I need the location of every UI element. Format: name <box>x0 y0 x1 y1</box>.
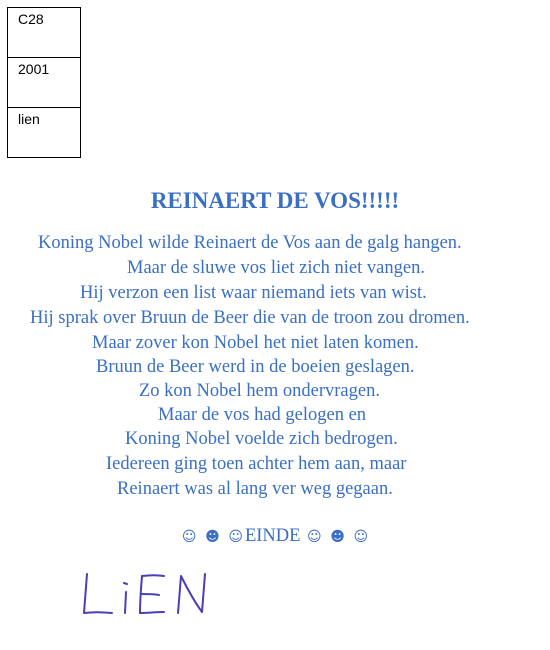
poem-line: Maar de sluwe vos liet zich niet vangen. <box>127 258 425 278</box>
ending-word: EINDE <box>244 526 301 546</box>
smiley-filled-icon: ☻ <box>205 529 220 545</box>
poem-line: Maar zover kon Nobel het niet laten komen. <box>92 333 419 353</box>
poem-line: Maar de vos had gelogen en <box>158 405 367 425</box>
smiley-filled-icon: ☻ <box>330 529 345 545</box>
metadata-row-year <box>8 58 81 108</box>
poem-title: REINAERT DE VOS!!!!! <box>150 188 400 213</box>
metadata-row-code <box>8 8 81 58</box>
poem-line: Koning Nobel voelde zich bedrogen. <box>125 429 398 449</box>
poem-ending <box>0 526 550 547</box>
poem-line: Hij sprak over Bruun de Beer die van de troon zou dromen. <box>30 308 470 328</box>
smiley-icon: ☺ <box>307 529 322 545</box>
metadata-row-name <box>8 108 81 158</box>
metadata-year: 2001 <box>8 58 81 108</box>
poem-line: Reinaert was al lang ver weg gegaan. <box>117 479 393 499</box>
poem-line: Koning Nobel wilde Reinaert de Vos aan de galg hangen. <box>38 233 462 253</box>
smiley-icon: ☺ <box>181 529 197 545</box>
metadata-code: C28 <box>8 8 81 58</box>
metadata-table <box>7 7 81 158</box>
poem-line: Hij verzon een list waar niemand iets van wist. <box>80 283 427 303</box>
smiley-icon: ☺ <box>228 529 243 545</box>
poem-line: Zo kon Nobel hem ondervragen. <box>139 381 380 401</box>
poem-line: Bruun de Beer werd in de boeien geslagen. <box>96 357 415 377</box>
poem-line: Iedereen ging toen achter hem aan, maar <box>106 454 407 474</box>
smiley-icon: ☺ <box>353 529 369 545</box>
metadata-name: lien <box>8 108 81 158</box>
handwritten-signature <box>78 566 218 626</box>
